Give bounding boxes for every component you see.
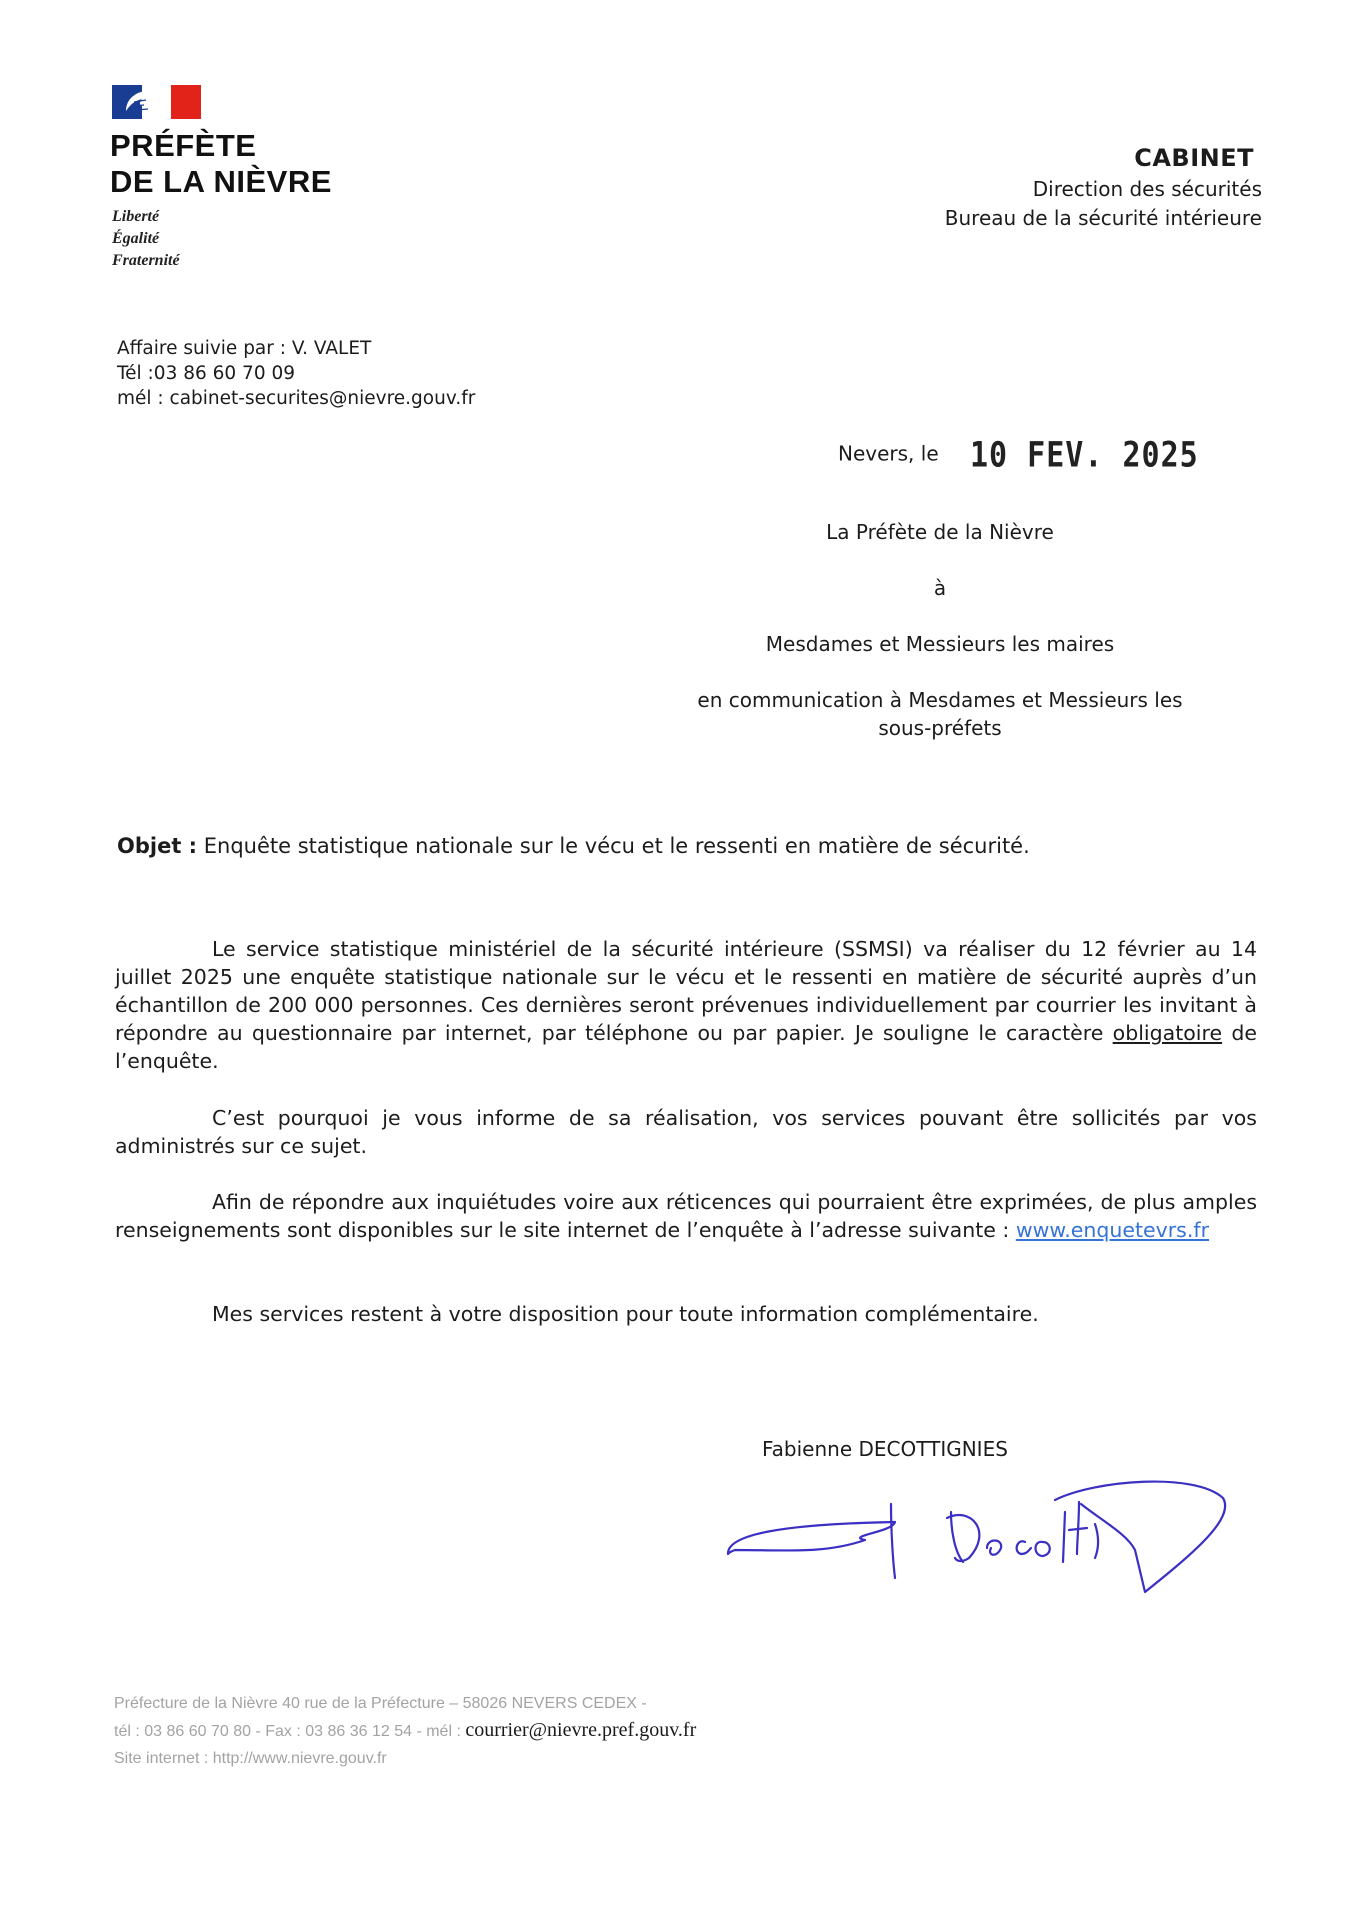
date-line — [838, 440, 939, 466]
paragraph-1-text: Le service statistique ministériel de la sécurité intérieure (SSMSI) va réaliser du 12 février au 14 juillet 2025 une enquête statistique nationale sur le vécu et le ressenti en matière de sécurité auprès d’un échantillon de 200 000 personnes. Ces dernières seront prévenues individuellement par courrier les invitant à répondre au questionnaire par internet, par téléphone ou par papier. Je souligne le caractère — [115, 937, 1257, 1045]
body-paragraph-4: Mes services restent à votre disposition pour toute information complémentaire. — [212, 1302, 1039, 1326]
cc-block — [650, 686, 1230, 742]
footer-contact-line — [114, 1717, 696, 1745]
body-paragraph-2: C’est pourquoi je vous informe de sa réalisation, vos services pouvant être sollicités par vos administrés sur ce sujet. — [115, 1106, 1257, 1158]
footer-address: Préfecture de la Nièvre 40 rue de la Préfecture – 58026 NEVERS CEDEX - — [114, 1695, 647, 1712]
subject-label: Objet : — [117, 834, 198, 858]
motto-egalite: Égalité — [112, 230, 160, 247]
contact-phone: Tél :03 86 60 70 09 — [117, 363, 296, 384]
survey-website-link[interactable]: www.enquetevrs.fr — [1015, 1218, 1210, 1242]
subject-text: Enquête statistique nationale sur le vécu et le ressenti en matière de sécurité. — [197, 834, 1030, 858]
contact-followed-by: Affaire suivie par : V. VALET — [117, 338, 372, 359]
department-line1: Direction des sécurités — [1032, 177, 1262, 201]
body-paragraph-3 — [115, 1188, 1257, 1244]
signer-name: Fabienne DECOTTIGNIES — [762, 1437, 1008, 1461]
motto-liberte: Liberté — [112, 208, 160, 225]
paragraph-3-text: Afin de répondre aux inquiétudes voire aux réticences qui pourraient être exprimées, de plus amples renseignements sont disponibles sur le site internet de l’enquête à l’adresse suivante : — [115, 1190, 1257, 1242]
date-stamp: 10 FEV. 2025 — [970, 435, 1199, 476]
footer-website[interactable]: Site internet : http://www.nievre.gouv.fr — [114, 1750, 387, 1767]
motto-fraternite: Fraternité — [112, 252, 180, 269]
department-title: CABINET — [1134, 144, 1254, 172]
date-prefix: Nevers, le — [838, 441, 939, 466]
recipients-line: Mesdames et Messieurs les maires — [765, 632, 1115, 656]
department-block — [945, 144, 1262, 233]
contact-block — [117, 336, 475, 411]
prefecture-name — [110, 128, 332, 200]
footer — [114, 1690, 696, 1772]
to-line: à — [933, 576, 947, 600]
cc-line1: en communication à Mesdames et Messieurs les — [697, 688, 1183, 712]
cc-line2: sous-préfets — [878, 716, 1002, 740]
org-name-line2: DE LA NIÈVRE — [110, 164, 332, 199]
department-line2: Bureau de la sécurité intérieure — [944, 206, 1262, 230]
footer-email[interactable]: courrier@nievre.pref.gouv.fr — [465, 1719, 697, 1741]
body-paragraph-1 — [115, 935, 1257, 1075]
marianne-flag-logo — [112, 85, 201, 119]
footer-phone-fax: tél : 03 86 60 70 80 - Fax : 03 86 36 12 54 - mél : — [114, 1723, 466, 1740]
paragraph-1-end: de l’enquête. — [115, 1021, 1257, 1073]
paragraph-1-underlined: obligatoire — [1112, 1021, 1223, 1045]
sender-line: La Préfète de la Nièvre — [826, 520, 1054, 544]
subject-line — [117, 834, 1030, 858]
contact-email: mél : cabinet-securites@nievre.gouv.fr — [117, 388, 476, 409]
org-name-line1: PRÉFÈTE — [110, 128, 257, 163]
handwritten-signature — [725, 1462, 1235, 1602]
republic-motto — [112, 206, 180, 272]
